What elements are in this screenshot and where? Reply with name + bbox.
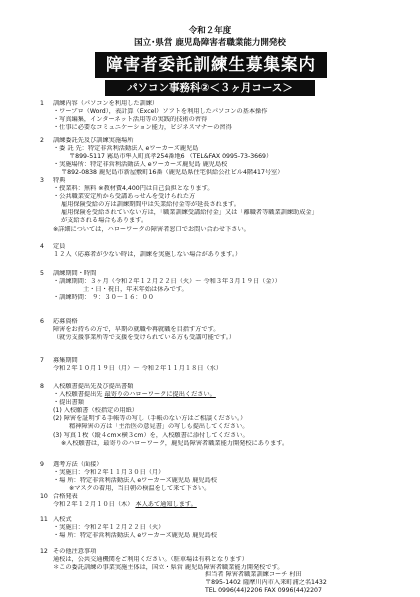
section-number: 9 (40, 461, 44, 468)
section-line: ・実施日：令和２年１２月２２日（火） (53, 524, 165, 532)
section-line: ・提出書類 (53, 399, 84, 407)
fiscal-year-heading: 令和２年度 (188, 26, 232, 36)
section-4 (40, 243, 400, 259)
section-line: ・写真編集，インターネット活用等の実践的技術の習得 (53, 116, 208, 124)
section-line: ・場 所：特定非営利活動法人 eワーカーズ鹿児島 鹿児島校 (53, 532, 217, 540)
section-line: (1) 入校願書（校指定の用紙） (53, 407, 138, 415)
section-number: 7 (40, 357, 44, 364)
section-line: ・仕事に必要なコミュニケーション能力，ビジネスマナーの習得 (53, 124, 232, 132)
contact-line: 担当者 障害者職業訓練コーチ 村田 (205, 570, 302, 578)
section-number: 4 (40, 243, 44, 250)
section-line: ・委 託 先：特定非営利活動法人 eワーカーズ鹿児島 (53, 145, 199, 153)
section-heading: 入校式 (53, 516, 72, 523)
section-5 (40, 270, 400, 302)
section-heading: 選考方法（面接） (53, 461, 103, 468)
section-10 (40, 493, 400, 509)
section-heading: 特典 (53, 177, 66, 184)
section-line: ※マスクの着用，当日朝の検温をして来て下さい。 (69, 485, 211, 493)
section-line: が支給される場合もあります。 (61, 217, 148, 225)
section-heading: 訓練委託先及び訓練実施場所 (53, 137, 134, 144)
school-name-heading: 国立･県営 鹿児島障害者職業能力開発校 (134, 38, 286, 48)
section-number: 12 (40, 548, 48, 555)
section-line: １２人（応募者が少ない時は，訓練を実施しない場合があります。） (53, 251, 242, 259)
underlined-note: 最寄りのハローワークに提出ください。 (104, 391, 216, 399)
section-number: 5 (40, 270, 44, 277)
section-line: ・入校願書提出先 最寄りのハローワークに提出ください。 (53, 391, 216, 399)
section-line: 〒892-0838 鹿児島市新屋敷町16番（鹿児島県住宅供給公社ビル4階417号室） (61, 169, 284, 177)
main-title-banner: 障害者委託訓練生募集案内 (95, 52, 327, 78)
section-heading: 定員 (53, 243, 66, 250)
section-line: ・授業料：無料 ※教材費4,400円は自己負担となります。 (53, 185, 214, 193)
section-2 (40, 137, 400, 177)
section-line: 精神障害の方は「主治医の意見書」の写しも提出してください。 (69, 423, 249, 431)
section-line: ・ワープロ（Word），表計算（Excel）ソフトを利用したパソコンの基本操作 (53, 108, 268, 116)
contact-line: 〒895-1402 薩摩川内市入来町浦之名1432 (205, 578, 327, 586)
section-3 (40, 177, 400, 234)
section-line: 土・日・祝日，年末年始は休みです。 (83, 286, 188, 294)
section-line: 障害をお持ちの方で，早期の就職や再就職を目指す方です。 (53, 326, 220, 334)
section-line: （就労支援事業所等で支援を受けられている方も受講可能です。） (53, 334, 236, 342)
section-line: (3) 写真１枚（縦４cm×横３cm）を，入校願書に添付してください。 (53, 431, 249, 439)
section-heading: その他注意事項 (53, 548, 97, 555)
section-line: ・訓練期間：３ヶ月（令和２年１２月２２日（火）～ 令和３年３月１９日（金）） (53, 278, 281, 286)
section-line: 通校は，公共交通機関をご利用ください。（駐車場は有料となります） (53, 556, 248, 564)
contact-line: TEL 0996(44)2206 FAX 0996(44)2207 (205, 586, 322, 594)
section-heading: 訓練内容（パソコンを利用した訓練） (53, 100, 159, 107)
section-line: 令和２年１０月１９日（月）～ 令和２年１１月１８日（水） (53, 365, 223, 373)
section-line: ※詳細については，ハローワークの障害者窓口でお問い合わせ下さい。 (53, 225, 250, 233)
section-heading: 応募資格 (53, 318, 78, 325)
underlined-note: 本人あて通知します。 (135, 501, 197, 509)
section-heading: 募集期間 (53, 357, 78, 364)
section-line: 雇用保険を受給されていない方は，「職業訓練受講給付金」又は「離職者等職業訓練助成金」 (61, 209, 318, 217)
section-line: 令和２年１２月１０日（木） 本人あて通知します。 (53, 501, 197, 509)
section-number: 10 (40, 493, 48, 500)
section-1 (40, 100, 400, 132)
section-line: ・実施日：令和２年１１月３０日（月） (53, 469, 165, 477)
section-line: ・訓練時間： ９：３０～１６：００ (53, 294, 154, 302)
section-number: 3 (40, 177, 44, 184)
section-9 (40, 461, 400, 493)
section-6 (40, 318, 400, 342)
section-8 (40, 383, 400, 448)
section-line: ＊この委託訓練の事業実施主体は，国立・県営 鹿児島障害者職業能力開発校です。 (53, 564, 284, 572)
section-line: 〒899-5117 霧島市隼人町真孝254番地6 （TEL&FAX 0995-73-3669） (69, 153, 273, 161)
section-line: 雇用保険受給の方は訓練期間中は失業給付金等が延長されます。 (61, 201, 240, 209)
section-heading: 合格発表 (53, 493, 78, 500)
section-line: ・公共職業安定所から受講あっせんを受けられた方 (53, 193, 196, 201)
section-number: 2 (40, 137, 44, 144)
course-subtitle-banner: パソコン事務科②＜３ヶ月コース＞ (105, 80, 315, 96)
section-line: ・実施場所：特定非営利活動法人 eワーカーズ鹿児島 鹿児島校 (53, 161, 228, 169)
contact-block (205, 571, 405, 595)
section-line: (2) 障害を証明する手帳等の写し（手帳のない方はご相談ください。） (53, 415, 247, 423)
section-heading: 訓練期間・時間 (53, 270, 97, 277)
section-number: 8 (40, 383, 44, 390)
section-number: 6 (40, 318, 44, 325)
section-line: ※入校願書は，最寄りのハローワーク，鹿児島障害者職業能力開発校にあります。 (61, 439, 289, 447)
section-number: 1 (40, 100, 44, 107)
section-heading: 入校願書提出先及び提出書類 (53, 383, 134, 390)
section-7 (40, 357, 400, 373)
section-11 (40, 516, 400, 540)
section-12 (40, 548, 400, 572)
section-line: ・場 所：特定非営利活動法人 eワーカーズ鹿児島 鹿児島校 (53, 477, 217, 485)
section-number: 11 (40, 516, 48, 523)
